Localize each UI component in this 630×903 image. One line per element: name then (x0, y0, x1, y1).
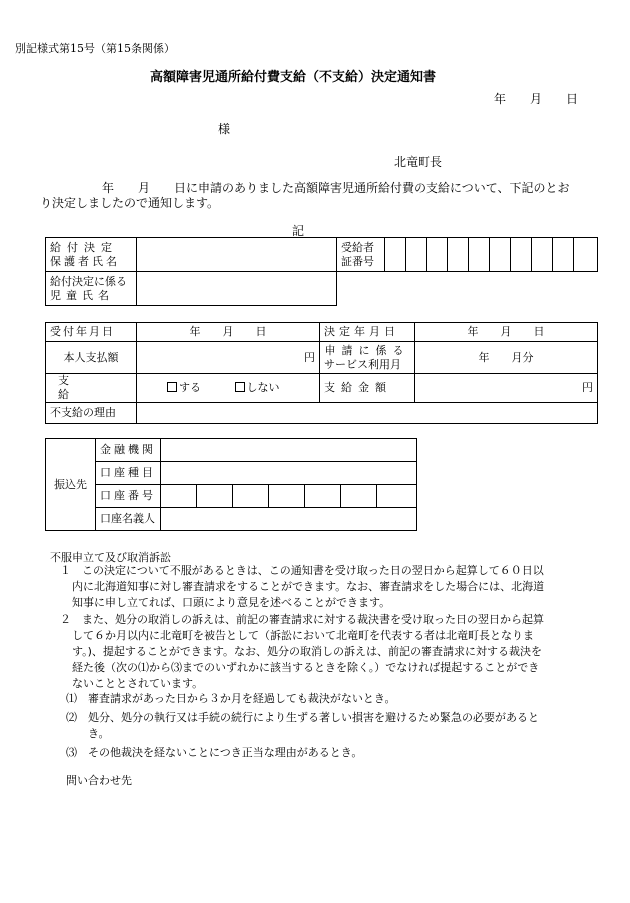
payment-yes-option[interactable] (167, 381, 201, 394)
recipient-number-label (337, 238, 385, 272)
appeal-p2-line: す。)、提起することができます。なお、処分の取消しの訴えは、前記の審査請求に対する裁決を (72, 645, 543, 658)
intro-line-2: り決定しましたので通知します。 (40, 196, 220, 210)
child-label-line-1: 給付決定に係る (50, 274, 127, 288)
issuer: 北竜町長 (394, 155, 443, 169)
appeal-p2-line: 経た後（次の⑴から⑶までのいずれかに該当するときを除く。）でなければ提起することができ (72, 661, 540, 674)
decision-date-label: 決定年月日 (320, 323, 415, 342)
ki-mark: 記 (292, 224, 305, 238)
service-month-label (320, 342, 415, 374)
account-holder-label: 口座名義人 (96, 508, 161, 531)
recipient-number-digit[interactable] (553, 238, 574, 272)
payment-amount-unit: 円 (582, 380, 593, 394)
addressee-suffix: 様 (218, 122, 231, 136)
appeal-p2-line: ないこととされています。 (72, 677, 204, 690)
self-pay-field[interactable] (137, 342, 320, 374)
appeal-paragraph-1 (60, 563, 544, 611)
intro-line-1: 年 月 日に申請のありました高額障害児通所給付費の支給について、下記のとお (102, 181, 570, 195)
date-month: 月 (530, 92, 543, 106)
appeal-p1-line: 知事に申し立てれば、口頭により意見を述べることができます。 (72, 596, 391, 609)
appeal-item-2: ⑵ 処分、処分の執行又は手続の続行により生ずる著しい損害を避けるため緊急の必要があると (66, 711, 539, 724)
form-number: 別記様式第15号（第15条関係） (15, 42, 175, 55)
recipient-label-line-1: 受給者 (341, 240, 374, 254)
recipient-table (45, 237, 598, 306)
guardian-label-line-1: 給付決定 (50, 240, 118, 254)
recipient-label-line-2: 証番号 (341, 254, 374, 268)
account-number-digit[interactable] (341, 485, 377, 508)
service-label-line-1: 申請に係る (324, 343, 410, 357)
date-year: 年 (494, 92, 507, 106)
account-number-digit[interactable] (305, 485, 341, 508)
payment-yes-label: する (179, 380, 201, 394)
guardian-label-line-2: 保護者氏名 (50, 254, 120, 268)
transfer-table (45, 438, 417, 531)
appeal-heading: 不服申立て及び取消訴訟 (50, 551, 171, 564)
appeal-item-3: ⑶ その他裁決を経ないことにつき正当な理由があるとき。 (66, 746, 363, 759)
account-number-label: 口座番号 (96, 485, 161, 508)
child-label-line-2: 児童氏名 (50, 288, 114, 302)
page-title: 高額障害児通所給付費支給（不支給）決定通知書 (150, 70, 437, 85)
decision-table (45, 322, 598, 424)
transfer-label: 振込先 (46, 439, 96, 531)
appeal-p1-line: １ この決定について不服があるときは、この通知書を受け取った日の翌日から起算して６０日以 (60, 564, 544, 577)
account-number-digit[interactable] (197, 485, 233, 508)
self-pay-unit: 円 (304, 350, 315, 364)
bank-field[interactable] (161, 439, 417, 462)
account-type-label: 口座種目 (96, 462, 161, 485)
recipient-number-digit[interactable] (448, 238, 469, 272)
service-month-value[interactable]: 年 月分 (415, 342, 598, 374)
appeal-paragraph-2 (60, 612, 544, 692)
service-label-line-2: サービス利用月 (324, 357, 401, 371)
checkbox-icon (167, 382, 177, 392)
non-payment-reason-label: 不支給の理由 (46, 402, 137, 423)
self-pay-label: 本人支払額 (46, 342, 137, 374)
recipient-number-digit[interactable] (532, 238, 553, 272)
account-holder-field[interactable] (161, 508, 417, 531)
recipient-number-digit[interactable] (490, 238, 511, 272)
child-name-field[interactable] (137, 272, 337, 306)
received-date-label: 受付年月日 (46, 323, 137, 342)
decision-date-value[interactable]: 年 月 日 (415, 323, 598, 342)
recipient-number-digit[interactable] (574, 238, 598, 272)
recipient-number-digit[interactable] (511, 238, 532, 272)
payment-no-label: しない (246, 380, 280, 394)
account-number-digit[interactable] (233, 485, 269, 508)
recipient-number-digit[interactable] (385, 238, 406, 272)
appeal-items (66, 691, 539, 761)
recipient-number-digit[interactable] (427, 238, 448, 272)
payment-label: 支給 (46, 374, 137, 403)
received-date-value[interactable]: 年 月 日 (137, 323, 320, 342)
account-number-digit[interactable] (269, 485, 305, 508)
account-number-digit[interactable] (377, 485, 417, 508)
appeal-item-1: ⑴ 審査請求があった日から３か月を経過しても裁決がないとき。 (66, 692, 396, 705)
appeal-p1-line: 内に北海道知事に対し審査請求をすることができます。なお、審査請求をした場合には、北海道 (72, 580, 545, 593)
payment-amount-label: 支給金額 (320, 374, 415, 403)
appeal-p2-line: して６か月以内に北竜町を被告として（訴訟において北竜町を代表する者は北竜町長となりま (72, 629, 534, 642)
appeal-item-2-cont: き。 (88, 727, 110, 740)
guardian-name-field[interactable] (137, 238, 337, 272)
appeal-p2-line: ２ また、処分の取消しの訴えは、前記の審査請求に対する裁決書を受け取った日の翌日から起算 (60, 613, 544, 626)
recipient-number-digit[interactable] (469, 238, 490, 272)
date-day: 日 (566, 92, 579, 106)
recipient-number-digit[interactable] (406, 238, 427, 272)
non-payment-reason-field[interactable] (137, 402, 598, 423)
checkbox-icon (235, 382, 245, 392)
account-number-digit[interactable] (161, 485, 197, 508)
contact-label: 問い合わせ先 (66, 774, 132, 787)
account-type-field[interactable] (161, 462, 417, 485)
child-name-label (46, 272, 137, 306)
guardian-name-label (46, 238, 137, 272)
payment-no-option[interactable] (235, 381, 280, 394)
payment-options (137, 374, 320, 403)
bank-label: 金融機関 (96, 439, 161, 462)
payment-amount-field[interactable] (415, 374, 598, 403)
